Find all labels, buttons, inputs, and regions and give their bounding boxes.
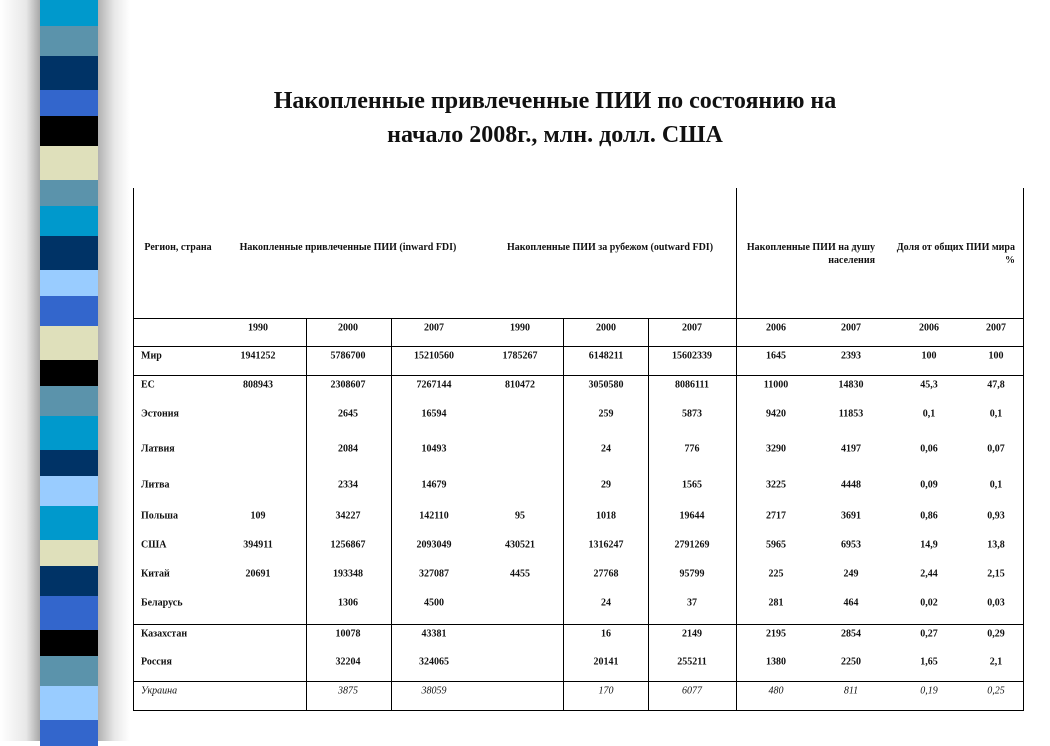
table-cell: 193348 — [333, 568, 363, 580]
stripe-block — [40, 56, 98, 90]
table-cell: 16 — [601, 628, 611, 640]
stripe-block — [40, 90, 98, 116]
table-cell: 0,09 — [920, 479, 938, 491]
row-label: США — [141, 539, 167, 551]
table-cell: 3290 — [766, 443, 786, 455]
table-cell: 1380 — [766, 656, 786, 668]
table-cell: 259 — [598, 408, 614, 420]
table-cell: 2250 — [841, 656, 861, 668]
table-cell: 4197 — [841, 443, 861, 455]
table-cell: 2393 — [841, 350, 861, 362]
table-cell: 14,9 — [920, 539, 938, 551]
table-cell: 324065 — [419, 656, 449, 668]
year-header: 1990 — [510, 322, 530, 334]
table-row-line — [133, 318, 1024, 319]
table-cell: 45,3 — [920, 379, 938, 391]
table-cell: 281 — [768, 597, 784, 609]
table-cell: 0,06 — [920, 443, 938, 455]
year-header: 2000 — [338, 322, 358, 334]
table-cell: 4500 — [424, 597, 444, 609]
row-label: Китай — [141, 568, 170, 580]
table-cell: 43381 — [421, 628, 447, 640]
table-cell: 2,1 — [989, 656, 1003, 668]
year-header: 2007 — [986, 322, 1006, 334]
table-cell: 109 — [250, 510, 266, 522]
table-cell: 100 — [921, 350, 937, 362]
table-cell: 95799 — [679, 568, 705, 580]
table-cell: 1785267 — [502, 350, 538, 362]
table-cell: 225 — [768, 568, 784, 580]
stripe-block — [40, 360, 98, 386]
header-inward: Накопленные привлеченные ПИИ (inward FDI) — [239, 242, 457, 253]
stripe-block — [40, 236, 98, 270]
table-cell: 3225 — [766, 479, 786, 491]
table-cell: 142110 — [419, 510, 449, 522]
table-cell: 20691 — [245, 568, 271, 580]
table-cell: 6148211 — [588, 350, 624, 362]
table-cell: 5786700 — [330, 350, 366, 362]
header-per-capita: Накопленные ПИИ на душу населения — [746, 242, 875, 266]
row-label: Украина — [141, 685, 178, 697]
stripe-block — [40, 566, 98, 596]
table-cell: 1018 — [596, 510, 616, 522]
table-cell: 0,19 — [920, 685, 938, 697]
table-cell: 2717 — [766, 510, 786, 522]
table-cell: 1645 — [766, 350, 786, 362]
row-label: Россия — [141, 656, 172, 668]
header-share: Доля от общих ПИИ мира % — [896, 242, 1015, 266]
year-header: 2007 — [682, 322, 702, 334]
table-cell: 10493 — [421, 443, 447, 455]
table-cell: 2149 — [682, 628, 702, 640]
table-cell: 249 — [843, 568, 859, 580]
table-cell: 2195 — [766, 628, 786, 640]
stripe-block — [40, 540, 98, 566]
table-cell: 24 — [601, 443, 611, 455]
table-cell: 776 — [684, 443, 700, 455]
stripe-block — [40, 416, 98, 450]
table-cell: 3691 — [841, 510, 861, 522]
stripe-block — [40, 0, 98, 26]
table-cell: 1306 — [338, 597, 358, 609]
table-row-line — [133, 710, 1024, 711]
table-cell: 34227 — [335, 510, 361, 522]
table-divider — [306, 318, 307, 711]
table-cell: 480 — [768, 685, 784, 697]
table-cell: 0,25 — [987, 685, 1005, 697]
table-cell: 255211 — [677, 656, 707, 668]
table-cell: 2791269 — [674, 539, 710, 551]
year-header: 2000 — [596, 322, 616, 334]
table-cell: 7267144 — [416, 379, 452, 391]
table-cell: 2334 — [338, 479, 358, 491]
row-label: Эстония — [141, 408, 179, 420]
stripe-block — [40, 506, 98, 540]
stripe-block — [40, 476, 98, 506]
table-cell: 811 — [843, 685, 859, 697]
table-cell: 5873 — [682, 408, 702, 420]
table-border-right — [1023, 188, 1024, 711]
table-cell: 100 — [988, 350, 1004, 362]
table-cell: 2084 — [338, 443, 358, 455]
table-border-left — [133, 188, 134, 711]
table-cell: 0,27 — [920, 628, 938, 640]
table-row-line — [133, 375, 1024, 376]
table-cell: 0,86 — [920, 510, 938, 522]
stripe-block — [40, 146, 98, 180]
table-cell: 430521 — [505, 539, 535, 551]
stripe-block — [40, 686, 98, 720]
table-cell: 1941252 — [240, 350, 276, 362]
table-cell: 14830 — [838, 379, 864, 391]
year-header: 2006 — [919, 322, 939, 334]
header-region: Регион, страна — [144, 242, 212, 253]
table-cell: 15210560 — [414, 350, 454, 362]
stripe-block — [40, 270, 98, 296]
table-cell: 394911 — [243, 539, 273, 551]
stripe-block — [40, 26, 98, 56]
table-cell: 10078 — [335, 628, 361, 640]
row-label: Казахстан — [141, 628, 188, 640]
row-label: ЕС — [141, 379, 155, 391]
year-header: 1990 — [248, 322, 268, 334]
table-cell: 6077 — [682, 685, 702, 697]
table-cell: 0,93 — [987, 510, 1005, 522]
stripe-block — [40, 596, 98, 630]
decorative-stripe — [40, 0, 98, 741]
table-cell: 19644 — [679, 510, 705, 522]
row-label: Польша — [141, 510, 178, 522]
slide-title — [180, 84, 930, 152]
table-cell: 95 — [515, 510, 525, 522]
table-divider — [391, 318, 392, 711]
stripe-block — [40, 720, 98, 746]
title-line-2: начало 2008г., млн. долл. США — [387, 122, 723, 148]
table-cell: 29 — [601, 479, 611, 491]
stripe-block — [40, 326, 98, 360]
table-cell: 4448 — [841, 479, 861, 491]
stripe-block — [40, 296, 98, 326]
table-cell: 14679 — [421, 479, 447, 491]
table-divider — [736, 188, 737, 711]
table-cell: 327087 — [419, 568, 449, 580]
row-label: Беларусь — [141, 597, 183, 609]
table-cell: 0,03 — [987, 597, 1005, 609]
table-cell: 2093049 — [416, 539, 452, 551]
table-cell: 2645 — [338, 408, 358, 420]
table-cell: 0,1 — [922, 408, 936, 420]
table-cell: 2854 — [841, 628, 861, 640]
table-row-line — [133, 624, 1024, 625]
table-cell: 0,1 — [989, 408, 1003, 420]
row-label: Литва — [141, 479, 170, 491]
table-cell: 1316247 — [588, 539, 624, 551]
table-cell: 5965 — [766, 539, 786, 551]
table-divider — [563, 318, 564, 711]
table-cell: 170 — [598, 685, 614, 697]
table-cell: 1,65 — [920, 656, 938, 668]
table-cell: 38059 — [421, 685, 447, 697]
stripe-block — [40, 206, 98, 236]
row-label: Мир — [141, 350, 162, 362]
table-cell: 464 — [843, 597, 859, 609]
stripe-block — [40, 630, 98, 656]
table-cell: 4455 — [510, 568, 530, 580]
table-cell: 808943 — [243, 379, 273, 391]
table-cell: 810472 — [505, 379, 535, 391]
table-cell: 1256867 — [330, 539, 366, 551]
table-cell: 24 — [601, 597, 611, 609]
stripe-block — [40, 656, 98, 686]
stripe-block — [40, 180, 98, 206]
stripe-block — [40, 116, 98, 146]
table-cell: 8086111 — [675, 379, 709, 391]
table-row-line — [133, 346, 1024, 347]
row-label: Латвия — [141, 443, 175, 455]
table-cell: 13,8 — [987, 539, 1005, 551]
table-cell: 2308607 — [330, 379, 366, 391]
table-divider — [648, 318, 649, 711]
table-cell: 20141 — [593, 656, 619, 668]
table-cell: 27768 — [593, 568, 619, 580]
table-cell: 16594 — [421, 408, 447, 420]
table-cell: 32204 — [335, 656, 361, 668]
table-cell: 47,8 — [987, 379, 1005, 391]
table-cell: 37 — [687, 597, 697, 609]
table-cell: 11853 — [838, 408, 864, 420]
table-cell: 0,1 — [989, 479, 1003, 491]
stripe-block — [40, 386, 98, 416]
table-cell: 3050580 — [588, 379, 624, 391]
table-cell: 9420 — [766, 408, 786, 420]
table-cell: 2,15 — [987, 568, 1005, 580]
title-line-1: Накопленные привлеченные ПИИ по состоянию на — [273, 88, 837, 114]
table-row-line — [133, 681, 1024, 682]
header-outward: Накопленные ПИИ за рубежом (outward FDI) — [506, 242, 714, 253]
table-cell: 0,07 — [987, 443, 1005, 455]
table-cell: 2,44 — [920, 568, 938, 580]
table-cell: 11000 — [763, 379, 789, 391]
year-header: 2007 — [424, 322, 444, 334]
table-cell: 0,02 — [920, 597, 938, 609]
year-header: 2007 — [841, 322, 861, 334]
year-header: 2006 — [766, 322, 786, 334]
stripe-block — [40, 450, 98, 476]
table-cell: 15602339 — [672, 350, 712, 362]
table-cell: 3875 — [338, 685, 358, 697]
table-cell: 0,29 — [987, 628, 1005, 640]
table-cell: 1565 — [682, 479, 702, 491]
table-cell: 6953 — [841, 539, 861, 551]
